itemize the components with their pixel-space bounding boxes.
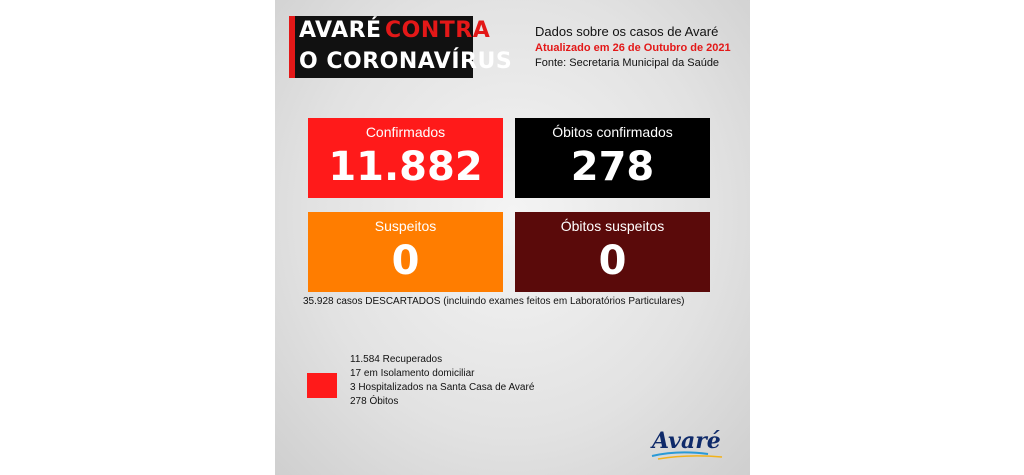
- legend-color-square: [307, 373, 337, 398]
- legend-item: 3 Hospitalizados na Santa Casa de Avaré: [350, 382, 535, 393]
- stat-value: 0: [598, 238, 627, 284]
- covid-report-card: [275, 0, 750, 475]
- data-source: Fonte: Secretaria Municipal da Saúde: [535, 57, 720, 69]
- stat-label: Suspeitos: [374, 218, 437, 234]
- campaign-logo: [289, 16, 513, 78]
- logo-accent-bar: [289, 16, 295, 78]
- stat-label: Óbitos confirmados: [552, 124, 673, 140]
- stat-box-obitos-confirmados: [515, 118, 710, 198]
- city-logo-swoosh-icon: [648, 448, 728, 462]
- updated-date: Atualizado em 26 de Outubro de 2021: [535, 42, 731, 54]
- info-title: Dados sobre os casos de Avaré: [535, 24, 719, 39]
- legend-item: 11.584 Recuperados: [350, 354, 443, 365]
- report-info: [535, 24, 745, 69]
- stat-label: Confirmados: [365, 124, 446, 140]
- logo-line-1: [289, 16, 491, 47]
- legend-list: [350, 353, 534, 409]
- logo-line-2: [289, 47, 513, 78]
- legend-item: 278 Óbitos: [350, 396, 399, 407]
- stat-value: 0: [391, 238, 420, 284]
- logo-word-coronavirus: O CORONAVÍRUS: [299, 49, 513, 74]
- legend-item: 17 em Isolamento domiciliar: [350, 368, 475, 379]
- city-logo: [648, 428, 728, 464]
- logo-word-city: AVARÉ: [299, 18, 382, 43]
- stat-box-suspeitos: [308, 212, 503, 292]
- stat-box-obitos-suspeitos: [515, 212, 710, 292]
- stat-label: Óbitos suspeitos: [560, 218, 665, 234]
- logo-word-contra: CONTRA: [385, 18, 491, 43]
- stat-value: 278: [570, 144, 655, 190]
- city-logo-text: Avaré: [652, 428, 721, 454]
- stat-box-confirmados: [308, 118, 503, 198]
- discarded-cases-note: 35.928 casos DESCARTADOS (incluindo exames feitos em Laboratórios Particulares): [303, 296, 685, 307]
- stat-value: 11.882: [328, 144, 483, 190]
